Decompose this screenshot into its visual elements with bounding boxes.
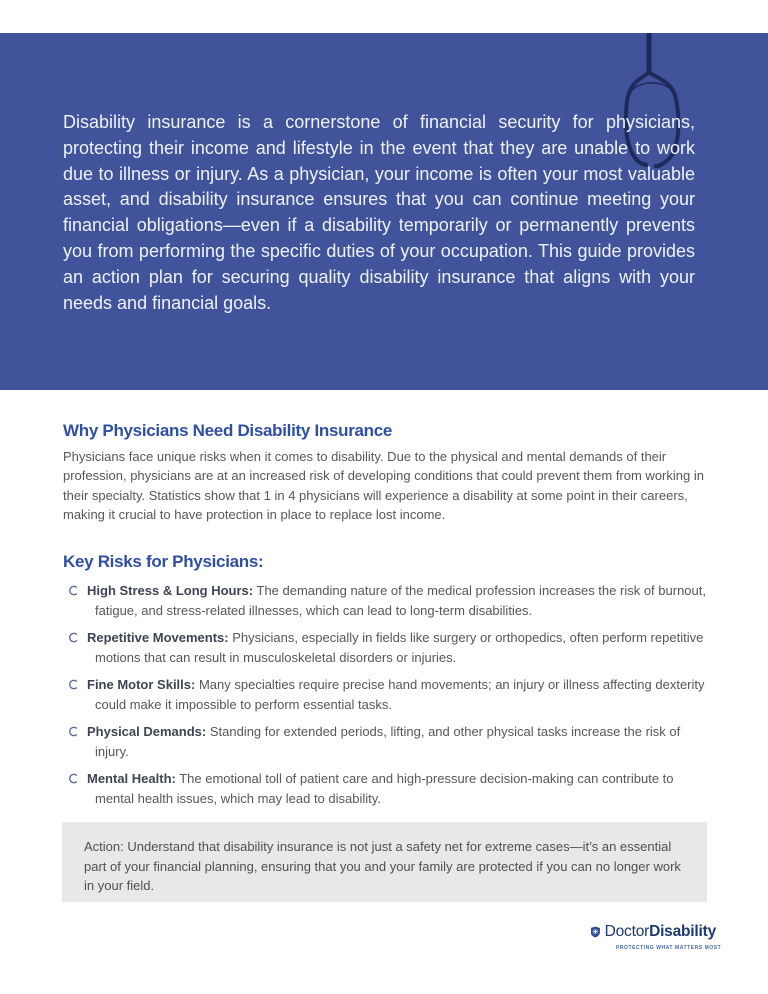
section-heading-why: Why Physicians Need Disability Insurance	[63, 421, 393, 440]
action-text: Action: Understand that disability insurance is not just a safety net for extreme cases—it’s an essential part of your financial planning, ensuring that you and your family are protected if you can no longer work in your field.	[84, 839, 681, 893]
risk-item	[68, 628, 708, 667]
section-heading-risks: Key Risks for Physicians:	[63, 552, 264, 571]
shield-cross-icon	[591, 920, 600, 944]
risk-item	[68, 769, 708, 808]
risk-item	[68, 675, 708, 714]
brand-tagline: PROTECTING WHAT MATTERS MOST	[616, 945, 722, 951]
risk-label: Mental Health:	[87, 771, 176, 786]
risk-label: Fine Motor Skills:	[87, 677, 196, 692]
risk-description: Physicians, especially in fields like surgery or orthopedics, often perform repetitive motions that can result in musculoskeletal disorders or injuries.	[95, 630, 704, 665]
brand-name	[605, 923, 716, 941]
brand-logo	[591, 920, 722, 951]
risk-label: Physical Demands:	[87, 724, 207, 739]
risk-label: High Stress & Long Hours:	[87, 583, 254, 598]
risk-text	[87, 769, 708, 808]
open-circle-icon	[68, 726, 79, 737]
risk-text	[87, 722, 708, 761]
action-box	[62, 822, 707, 902]
risk-text	[87, 675, 708, 714]
risk-list	[68, 581, 708, 816]
brand-name-bold: Disability	[649, 923, 716, 940]
risk-description: The emotional toll of patient care and high-pressure decision-making can contribute to mental health issues, which may lead to disability.	[95, 771, 674, 806]
open-circle-icon	[68, 773, 79, 784]
risk-item	[68, 581, 708, 620]
why-body-paragraph: Physicians face unique risks when it comes to disability. Due to the physical and mental demands of their profession, physicians are at an increased risk of developing conditions that could prevent them from working in their specialty. Statistics show that 1 in 4 physicians will experience a disability at some point in their careers, making it crucial to have protection in place to replace lost income.	[63, 449, 704, 522]
risk-item	[68, 722, 708, 761]
risk-text	[87, 628, 708, 667]
risk-text	[87, 581, 708, 620]
hero-panel	[0, 33, 768, 390]
risk-label: Repetitive Movements:	[87, 630, 229, 645]
risk-description: Standing for extended periods, lifting, and other physical tasks increase the risk of injury.	[95, 724, 681, 759]
risk-description: Many specialties require precise hand movements; an injury or illness affecting dexterity could make it impossible to perform essential tasks.	[95, 677, 705, 712]
hero-paragraph: Disability insurance is a cornerstone of financial security for physicians, protecting their income and lifestyle in the event that they are unable to work due to illness or injury. As a physician, your income is often your most valuable asset, and disability insurance ensures that you can continue meeting your financial obligations—even if a disability temporarily or permanently prevents you from performing the specific duties of your occupation. This guide provides an action plan for securing quality disability insurance that aligns with your needs and financial goals.	[63, 112, 695, 313]
risk-description: The demanding nature of the medical profession increases the risk of burnout, fatigue, and stress-related illnesses, which can lead to long-term disabilities.	[95, 583, 706, 618]
open-circle-icon	[68, 585, 79, 596]
open-circle-icon	[68, 679, 79, 690]
brand-name-regular: Doctor	[604, 923, 650, 940]
open-circle-icon	[68, 632, 79, 643]
